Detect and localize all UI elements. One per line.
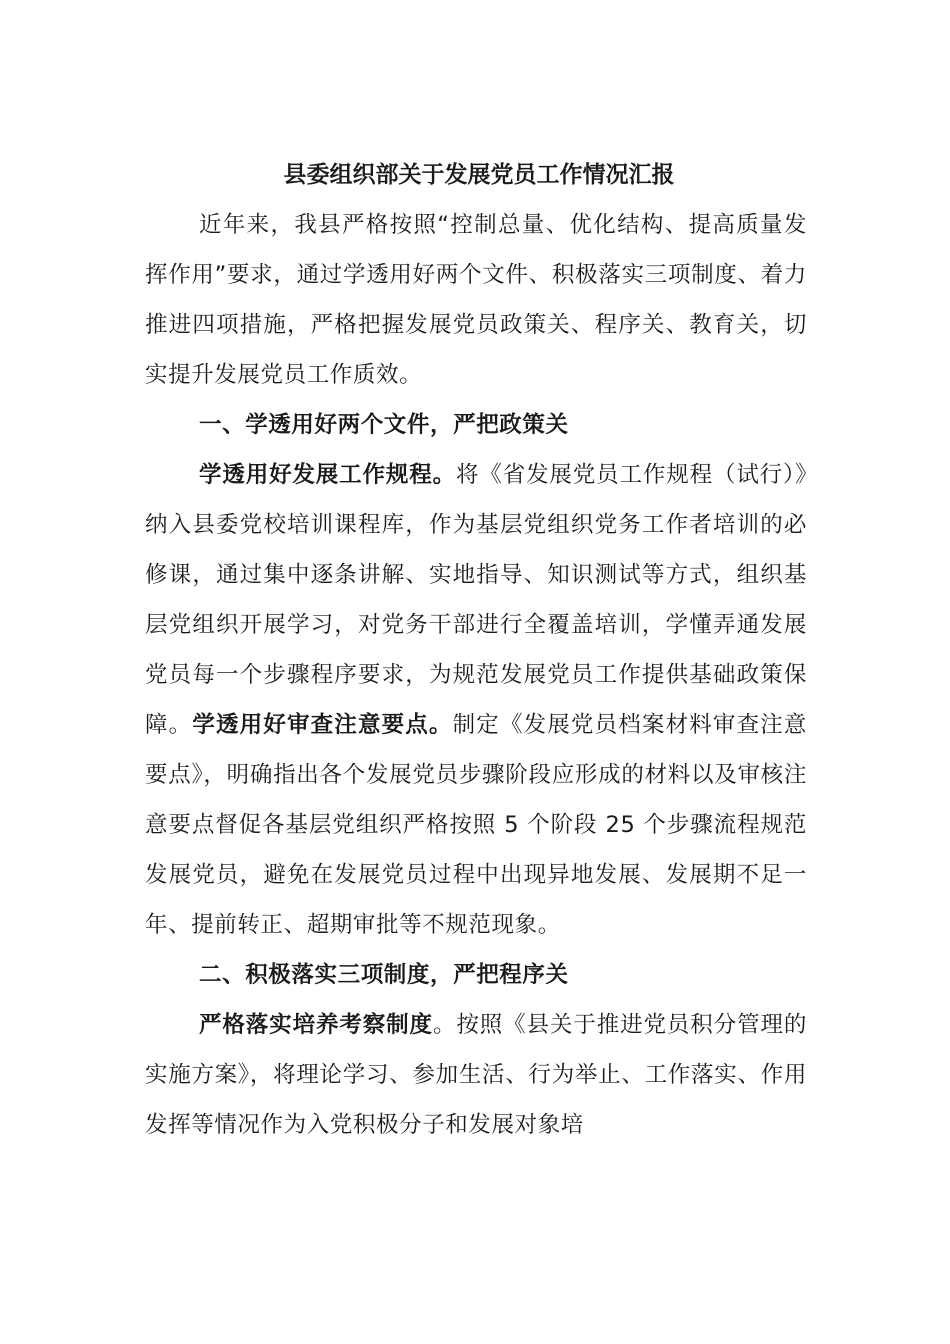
section-1-text-2: 制定《发展党员档案材料审查注意要点》，明确指出各个发展党员步骤阶段应形成的材料以及审核注意要点督促各基层党组织严格按照 5 个阶段 25 个步骤流程规范发展党员，避免在发展党员过程中出现异地发展、发展期不足一年、提前转正、超期审批等不规范现象。 bbox=[145, 712, 807, 938]
section-1-lead-2: 学透用好审查注意要点。 bbox=[192, 712, 453, 738]
section-2-heading: 二、积极落实三项制度，严把程序关 bbox=[199, 962, 569, 988]
section-2-lead-1: 严格落实培养考察制度 bbox=[199, 1012, 433, 1038]
document-body bbox=[145, 150, 807, 1150]
section-1-heading: 一、学透用好两个文件，严把政策关 bbox=[199, 412, 569, 438]
section-1-lead-1: 学透用好发展工作规程。 bbox=[199, 462, 456, 488]
section-2-paragraph bbox=[145, 1000, 807, 1150]
document-title: 县委组织部关于发展党员工作情况汇报 bbox=[283, 162, 675, 188]
intro-paragraph: 近年来，我县严格按照“控制总量、优化结构、提高质量发挥作用”要求，通过学透用好两个文件、积极落实三项制度、着力推进四项措施，严格把握发展党员政策关、程序关、教育关，切实提升发展党员工作质效。 bbox=[145, 212, 807, 388]
section-1-text-1: 将《省发展党员工作规程（试行）》纳入县委党校培训课程库，作为基层党组织党务工作者培训的必修课，通过集中逐条讲解、实地指导、知识测试等方式，组织基层党组织开展学习，对党务干部进行全覆盖培训，学懂弄通发展党员每一个步骤程序要求，为规范发展党员工作提供基础政策保障。 bbox=[145, 462, 807, 738]
section-1-paragraph bbox=[145, 450, 807, 950]
section-2-text-1: 。按照《县关于推进党员积分管理的实施方案》，将理论学习、参加生活、行为举止、工作落实、作用发挥等情况作为入党积极分子和发展对象培 bbox=[145, 1012, 807, 1138]
